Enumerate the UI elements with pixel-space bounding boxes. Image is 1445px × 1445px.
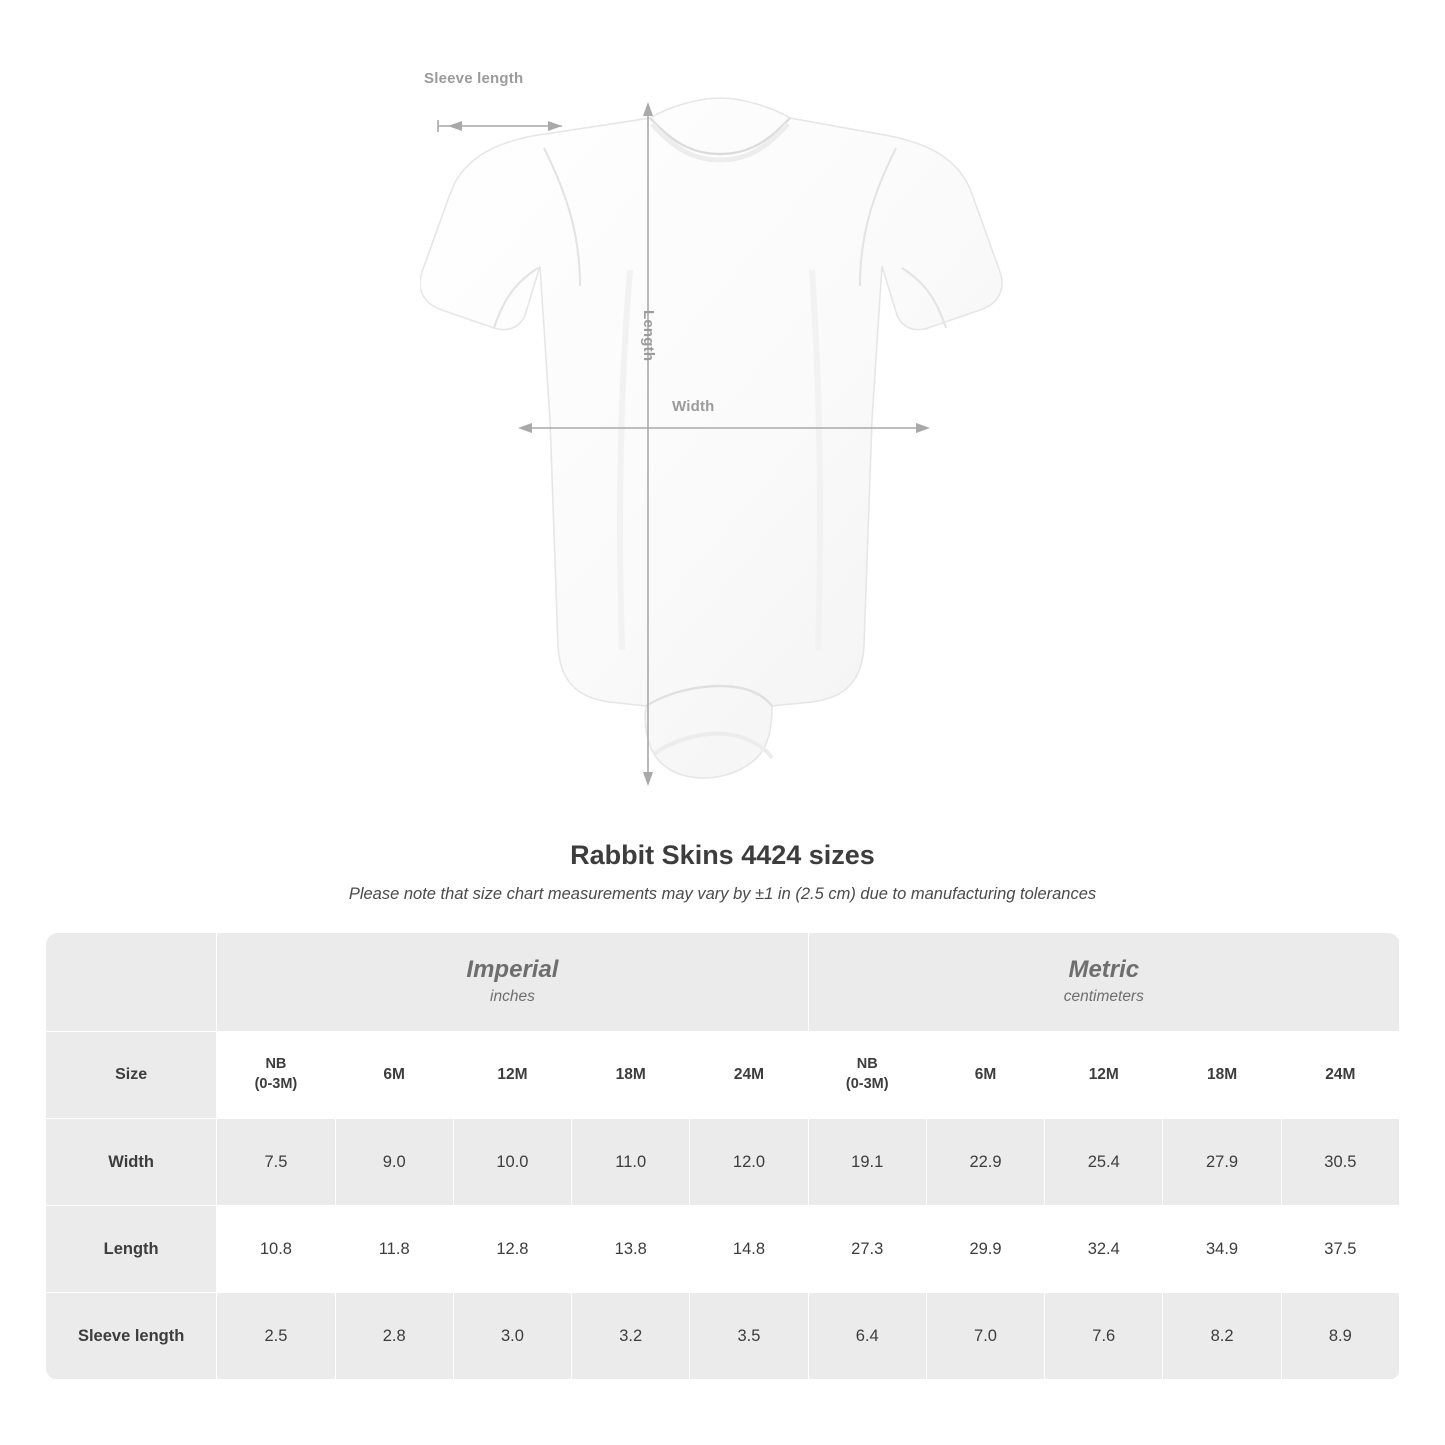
sleeve-arrow-right: [548, 121, 562, 131]
cell-sleeve-5: 6.4: [808, 1293, 926, 1380]
header-col-9: 24M: [1281, 1032, 1399, 1119]
cell-width-8: 27.9: [1163, 1119, 1281, 1206]
table-row: [46, 1119, 1400, 1206]
cell-length-4: 14.8: [690, 1206, 808, 1293]
table-row: [46, 1293, 1400, 1380]
cell-length-6: 29.9: [926, 1206, 1044, 1293]
table-row: [46, 1206, 1400, 1293]
page-title: Rabbit Skins 4424 sizes: [570, 840, 875, 870]
cell-width-7: 25.4: [1045, 1119, 1163, 1206]
header-col-4: 24M: [690, 1032, 808, 1119]
cell-length-3: 13.8: [572, 1206, 690, 1293]
bodysuit-body: [420, 98, 1002, 778]
column-header-row: [46, 1032, 1400, 1119]
cell-length-0: 10.8: [217, 1206, 335, 1293]
cell-width-3: 11.0: [572, 1119, 690, 1206]
header-col-0-label: NB: [265, 1056, 287, 1073]
unit-group-imperial-sub: inches: [490, 988, 535, 1006]
bodysuit-svg: [420, 90, 1020, 790]
cell-length-7: 32.4: [1045, 1206, 1163, 1293]
cell-length-9: 37.5: [1281, 1206, 1399, 1293]
unit-group-imperial: [217, 933, 808, 1032]
header-col-8: 18M: [1163, 1032, 1281, 1119]
cell-sleeve-7: 7.6: [1045, 1293, 1163, 1380]
sleeve-length-label: Sleeve length: [424, 70, 524, 87]
width-arrow-right: [916, 423, 930, 433]
cell-sleeve-2: 3.0: [453, 1293, 571, 1380]
header-col-1: 6M: [335, 1032, 453, 1119]
cell-width-5: 19.1: [808, 1119, 926, 1206]
cell-sleeve-8: 8.2: [1163, 1293, 1281, 1380]
width-arrow-left: [518, 423, 532, 433]
header-size: Size: [46, 1032, 217, 1119]
cell-width-1: 9.0: [335, 1119, 453, 1206]
cell-length-8: 34.9: [1163, 1206, 1281, 1293]
tolerance-note: Please note that size chart measurements may vary by ±1 in (2.5 cm) due to manufacturing tolerances: [348, 885, 1097, 903]
length-arrow-bottom: [643, 772, 653, 786]
row-label-length: Length: [46, 1206, 217, 1293]
unit-group-imperial-name: Imperial: [466, 956, 559, 984]
header-col-5: [808, 1032, 926, 1119]
cell-width-4: 12.0: [690, 1119, 808, 1206]
cell-sleeve-1: 2.8: [335, 1293, 453, 1380]
header-col-3: 18M: [572, 1032, 690, 1119]
cell-length-2: 12.8: [453, 1206, 571, 1293]
cell-width-2: 10.0: [453, 1119, 571, 1206]
header-col-0: [217, 1032, 335, 1119]
cell-width-6: 22.9: [926, 1119, 1044, 1206]
header-col-6: 6M: [926, 1032, 1044, 1119]
cell-sleeve-6: 7.0: [926, 1293, 1044, 1380]
length-arrow-top: [643, 102, 653, 116]
cell-sleeve-0: 2.5: [217, 1293, 335, 1380]
row-label-sleeve-length: Sleeve length: [46, 1293, 217, 1380]
size-chart-table-wrap: [45, 932, 1400, 1380]
bodysuit-graphic: [420, 90, 1020, 790]
cell-width-0: 7.5: [217, 1119, 335, 1206]
size-chart-table: [45, 932, 1400, 1380]
sleeve-arrow-left: [448, 121, 462, 131]
length-label: Length: [640, 310, 657, 362]
header-col-5-sublabel: (0-3M): [845, 1076, 889, 1092]
unit-group-metric-sub: centimeters: [1063, 988, 1144, 1006]
cell-sleeve-3: 3.2: [572, 1293, 690, 1380]
header-col-5-label: NB: [856, 1056, 878, 1073]
title-block: [0, 840, 1445, 904]
unit-group-row: [46, 933, 1400, 1032]
cell-sleeve-9: 8.9: [1281, 1293, 1399, 1380]
cell-sleeve-4: 3.5: [690, 1293, 808, 1380]
row-label-width: Width: [46, 1119, 217, 1206]
unit-group-metric: [808, 933, 1399, 1032]
width-label: Width: [672, 398, 715, 415]
header-col-0-sublabel: (0-3M): [254, 1076, 298, 1092]
cell-length-1: 11.8: [335, 1206, 453, 1293]
header-col-2: 12M: [453, 1032, 571, 1119]
unit-group-metric-name: Metric: [1068, 956, 1140, 984]
cell-width-9: 30.5: [1281, 1119, 1399, 1206]
cell-length-5: 27.3: [808, 1206, 926, 1293]
header-col-7: 12M: [1045, 1032, 1163, 1119]
unit-spacer-cell: [46, 933, 217, 1032]
